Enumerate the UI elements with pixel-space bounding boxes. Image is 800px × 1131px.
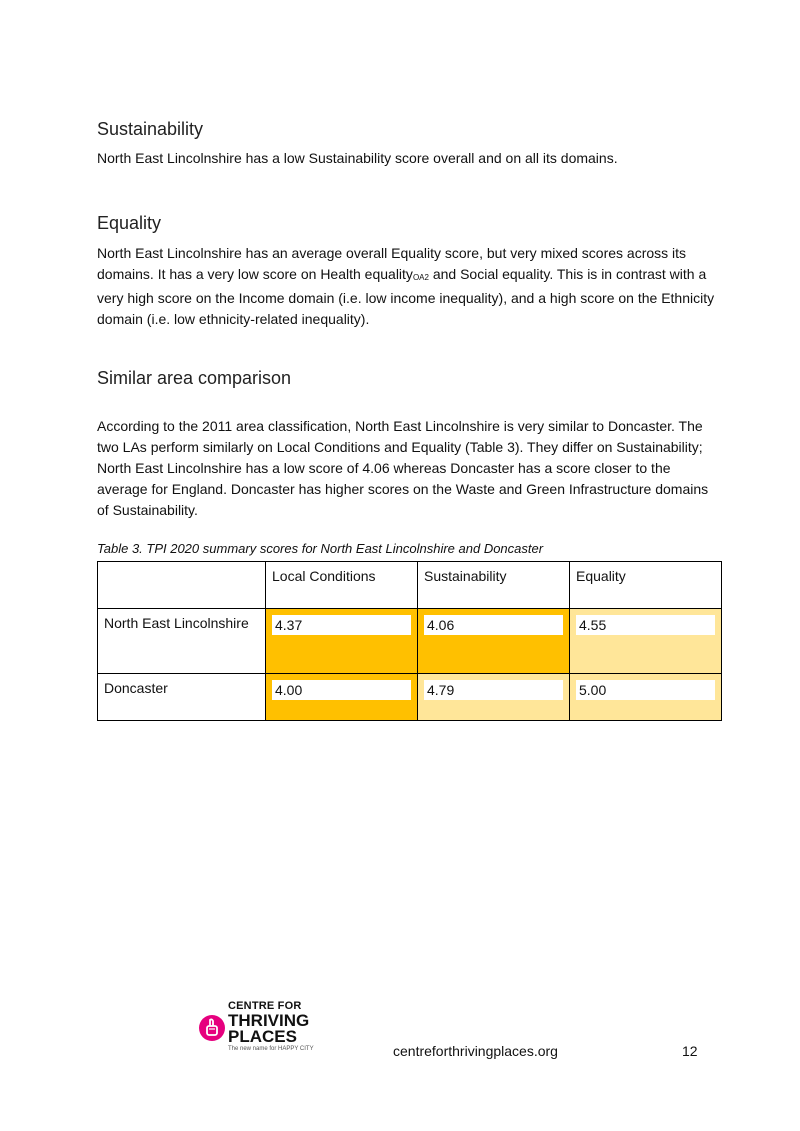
equality-text-part1: North East Lincolnshire has an average overall Equality score, but very mixed scores across its domains. It has a very low score on Health equality	[97, 245, 687, 282]
logo-tagline: The new name for HAPPY CITY	[228, 1046, 314, 1052]
summary-scores-table	[97, 561, 722, 721]
footer-website: centreforthrivingplaces.org	[393, 1043, 558, 1059]
page-number: 12	[682, 1043, 698, 1059]
logo-line-thriving: THRIVING	[228, 1011, 310, 1030]
score-value: 4.06	[424, 615, 563, 635]
equality-text-part2: and Social equality. This is in contrast with a very high score on the Income domain (i.e. low income inequality), and a high score on the Ethnicity domain (i.e. low ethnicity-related inequality).	[97, 266, 715, 327]
logo-line-centre-for: CENTRE FOR	[228, 1000, 302, 1012]
score-cell	[266, 674, 418, 721]
score-cell	[418, 674, 570, 721]
paragraph-comparison: According to the 2011 area classification, North East Lincolnshire is very similar to Doncaster. The two LAs perform similarly on Local Conditions and Equality (Table 3). They differ on Sustainability; North East Lincolnshire has a low score of 4.06 whereas Doncaster has a score closer to the average for England. Doncaster has higher scores on the Waste and Green Infrastructure domains of Sustainability.	[97, 418, 709, 518]
score-cell	[570, 609, 722, 674]
table-row	[98, 674, 722, 721]
paragraph-sustainability: North East Lincolnshire has a low Sustainability score overall and on all its domains.	[97, 150, 618, 166]
header-cell-local-conditions: Local Conditions	[266, 562, 418, 609]
thumbs-up-logo-icon	[198, 1014, 226, 1042]
score-cell	[570, 674, 722, 721]
heading-similar-area: Similar area comparison	[97, 368, 292, 388]
header-cell-sustainability: Sustainability	[418, 562, 570, 609]
score-value: 4.79	[424, 680, 563, 700]
row-label-doncaster: Doncaster	[98, 674, 266, 721]
logo-line-places: PLACES	[228, 1027, 297, 1046]
header-cell-empty	[98, 562, 266, 609]
paragraph-equality	[97, 243, 722, 330]
header-cell-equality: Equality	[570, 562, 722, 609]
heading-equality: Equality	[97, 213, 162, 233]
centre-for-thriving-places-logo	[198, 1000, 328, 1058]
heading-sustainability: Sustainability	[97, 119, 204, 139]
table-row	[98, 609, 722, 674]
score-value: 4.55	[576, 615, 715, 635]
score-value: 4.37	[272, 615, 411, 635]
table-header-row	[98, 562, 722, 609]
score-value: 4.00	[272, 680, 411, 700]
score-cell	[266, 609, 418, 674]
row-label-north-east-lincolnshire: North East Lincolnshire	[98, 609, 266, 674]
equality-subscript: OA2	[412, 273, 429, 282]
score-cell	[418, 609, 570, 674]
table-caption: Table 3. TPI 2020 summary scores for North East Lincolnshire and Doncaster	[97, 541, 544, 556]
score-value: 5.00	[576, 680, 715, 700]
